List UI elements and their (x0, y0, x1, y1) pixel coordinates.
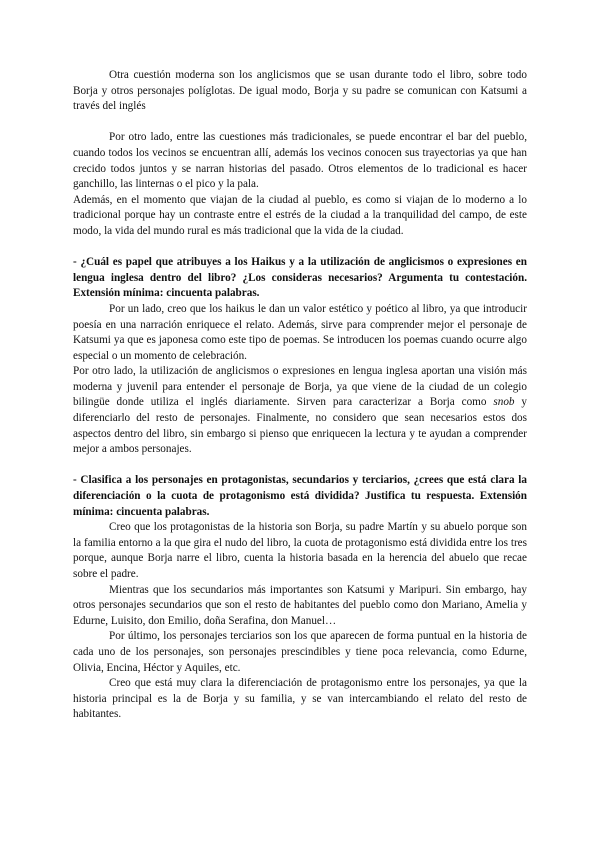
answer-characters-p1: Creo que los protagonistas de la historia son Borja, su padre Martín y su abuelo porque son la familia entorno a la que gira el nudo del libro, la cuota de protagonismo está dividida entre los tres porque, aunque Borja narre el libro, cuenta la historia basada en la herencia del abuelo que recae sobre el padre. (73, 521, 527, 580)
paragraph-city-village: Además, en el momento que viajan de la ciudad al pueblo, es como si viajan de lo moderno a lo tradicional porque hay un contraste entre el estrés de la ciudad a la tranquilidad del campo, de este modo, la vida del mundo rural es más tradicional que la vida de la ciudad. (73, 193, 527, 237)
snob-word: snob (493, 396, 515, 409)
answer-haikus-p1: Por un lado, creo que los haikus le dan un valor estético y poético al libro, ya que introducir poesía en una narración enriquece el relato. Además, sirve para comprender mejor el personaje de Katsumi ya que es japonesa como este tipo de poemas. Se introducen los poemas cuando ocurre algo especial o un momento de celebración. (73, 302, 527, 362)
paragraph-anglicisms: Otra cuestión moderna son los anglicismos que se usan durante todo el libro, sobre todo Borja y otros personajes políglotas. De igual modo, Borja y su padre se comunican con Katsumi a través del inglés (73, 69, 527, 113)
answer-haikus-p2-start: Por otro lado, la utilización de anglicismos o expresiones en lengua inglesa aportan una visión más moderna y juvenil para entender el personaje de Borja, ya que viene de la ciudad de un colegio bilingüe donde utiliza el inglés diariamente. Sirven para caracterizar a Borja como (73, 365, 527, 409)
answer-haikus-p2-end: y diferenciarlo del resto de personajes. Finalmente, no considero que sean necesarios estos dos aspectos dentro del libro, sin embargo si pienso que enriquecen la lectura y te ayudan a comprender mejor a ambos personajes. (73, 396, 528, 456)
answer-characters-p4: Creo que está muy clara la diferenciación de protagonismo entre los personajes, ya que la historia principal es la de Borja y su familia, y se van intercambiando el relato del resto de habitantes. (73, 677, 527, 721)
answer-haikus-p2 (73, 364, 527, 458)
paragraph-traditional: Por otro lado, entre las cuestiones más tradicionales, se puede encontrar el bar del pueblo, cuando todos los vecinos se encuentran allí, además los vecinos conocen sus trayectorias ya que han crecido todos juntos y se narran historias del pasado. Otros elementos de lo tradicional es hacer ganchillo, las linternas o el pico y la pala. (73, 131, 527, 191)
answer-characters-p2: Mientras que los secundarios más importantes son Katsumi y Maripuri. Sin embargo, hay otros personajes secundarios que son el resto de habitantes del pueblo como don Mariano, Amelia y Edurne, Luisito, don Emilio, doña Serafina, don Manuel… (73, 583, 527, 627)
question-haikus: - ¿Cuál es papel que atribuyes a los Haikus y a la utilización de anglicismos o expresiones en lengua inglesa dentro del libro? ¿Los consideras necesarios? Argumenta tu contestación. Extensión mínima: cincuenta palabras. (73, 256, 527, 300)
question-characters: - Clasifica a los personajes en protagonistas, secundarios y terciarios, ¿crees que está clara la diferenciación o la cuota de protagonismo está dividida? Justifica tu respuesta. Extensión mínima: cincuenta palabras. (73, 474, 527, 518)
answer-characters-p3: Por último, los personajes terciarios son los que aparecen de forma puntual en la historia de cada uno de los personajes, son personajes prescindibles y tiene poca relevancia, como Edurne, Olivia, Encina, Héctor y Aquiles, etc. (73, 630, 527, 674)
